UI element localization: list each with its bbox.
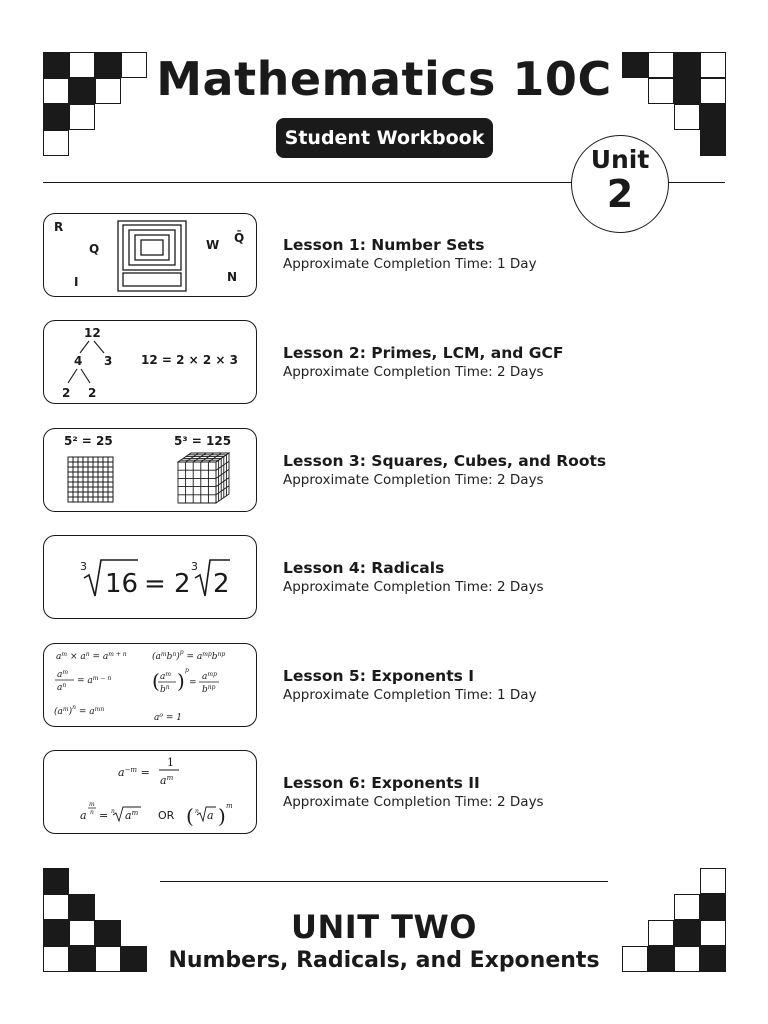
- svg-text:n: n: [195, 808, 199, 815]
- unit-subtitle: Numbers, Radicals, and Exponents: [168, 948, 600, 973]
- lesson-2-info: [283, 343, 563, 381]
- svg-text:bn: $b^n$: [160, 684, 170, 695]
- svg-text:an: $a^n$: [57, 682, 67, 693]
- factor-tree-2a: 2: [62, 386, 71, 400]
- svg-text:amp: $a^{mp}$: [202, 671, 217, 682]
- lesson-6-info: [283, 773, 544, 811]
- svg-text:am: $a^m$: [125, 809, 139, 822]
- svg-text:bnp: $b^{np}$: [202, 684, 216, 695]
- svg-text:n: n: [90, 809, 94, 816]
- or-label: OR: [158, 809, 175, 822]
- svg-text:=: =: [189, 678, 197, 688]
- svg-text:m: m: [226, 802, 233, 810]
- radical-index-1: 3: [80, 560, 87, 573]
- lesson-1-time: Approximate Completion Time: 1 Day: [283, 256, 537, 272]
- square-equation: 5² = 25: [64, 434, 113, 448]
- radicand-1: 16: [105, 569, 139, 599]
- svg-text:a−m =: $a^{-m}$ =: [118, 766, 150, 779]
- lesson-6-title: Lesson 6: Exponents II: [283, 774, 480, 792]
- svg-text:): ): [177, 669, 185, 693]
- lesson-3-title: Lesson 3: Squares, Cubes, and Roots: [283, 452, 607, 470]
- set-label-q-bar: Q̄: [234, 231, 245, 245]
- unit-badge: [571, 135, 669, 233]
- lesson-4-time: Approximate Completion Time: 2 Days: [283, 579, 544, 595]
- svg-text:am: $a^m$: [160, 774, 174, 787]
- svg-text:(: (: [186, 804, 194, 828]
- svg-text:= am − n: = $a^{m - n}$: [77, 675, 112, 686]
- lesson-5-title: Lesson 5: Exponents I: [283, 667, 475, 685]
- lesson-1-title: Lesson 1: Number Sets: [283, 236, 485, 254]
- lesson-6-time: Approximate Completion Time: 2 Days: [283, 794, 544, 810]
- svg-text:(ambn)p = ampbnp: $(a^mb^n)^p = a^{mp}b^{np}$: [152, 649, 226, 662]
- lesson-3-info: [283, 451, 606, 489]
- svg-text:am: $a^m$: [57, 669, 69, 680]
- factor-tree-2b: 2: [88, 386, 97, 400]
- svg-text:(am)n = amn: $(a^m)^n = a^{mn}$: [54, 704, 105, 717]
- svg-text:m: m: [89, 801, 95, 808]
- unit-label: Unit: [590, 145, 650, 174]
- unit-title: UNIT TWO: [291, 908, 477, 946]
- cube-grid: [178, 453, 229, 503]
- lesson-2-title: Lesson 2: Primes, LCM, and GCF: [283, 344, 564, 362]
- lesson-3-time: Approximate Completion Time: 2 Days: [283, 472, 544, 488]
- prime-factorization: 12 = 2 × 2 × 3: [141, 353, 238, 367]
- unit-number: 2: [606, 172, 634, 216]
- lesson-2-figure: [43, 320, 257, 404]
- lesson-5-info: [283, 666, 537, 704]
- set-label-w: W: [206, 238, 220, 252]
- page-title: Mathematics 10C: [156, 52, 612, 106]
- lesson-6-figure: [43, 750, 257, 834]
- svg-text:=: =: [99, 809, 109, 822]
- negative-and-rational-exponents: [80, 756, 233, 828]
- lesson-5-figure: [43, 643, 257, 727]
- footer-divider: [160, 881, 608, 882]
- svg-text:n: n: [111, 808, 115, 815]
- set-label-i: I: [74, 275, 79, 289]
- lesson-5-time: Approximate Completion Time: 1 Day: [283, 687, 537, 703]
- lesson-4-figure: [43, 535, 257, 619]
- svg-text:p: p: [185, 667, 189, 674]
- lesson-3-figure: [43, 428, 257, 512]
- nested-sets-diagram: [118, 221, 186, 291]
- set-label-n: N: [227, 270, 238, 284]
- lesson-1-figure: [43, 213, 257, 297]
- svg-text:a: a: [207, 809, 214, 822]
- zero-exponent-rule: a⁰ = 1: [154, 713, 182, 723]
- factor-tree-4: 4: [74, 354, 83, 368]
- set-label-q: Q: [89, 242, 100, 256]
- lesson-2-time: Approximate Completion Time: 2 Days: [283, 364, 544, 380]
- svg-text:am × an = am + n: $a^m \times a^n = a^{m + n}$: [56, 651, 127, 662]
- factor-tree-root: 12: [84, 326, 101, 340]
- radical-equals: = 2: [144, 569, 191, 599]
- svg-text:1: 1: [167, 756, 174, 769]
- radicand-2: 2: [213, 569, 230, 599]
- square-grid: [68, 457, 113, 502]
- svg-text:am: $a^m$: [160, 671, 172, 682]
- lesson-4-info: [283, 558, 544, 596]
- cube-equation: 5³ = 125: [174, 434, 232, 448]
- factor-tree-3: 3: [104, 354, 113, 368]
- radical-index-2: 3: [191, 560, 198, 573]
- lesson-1-info: [283, 235, 537, 273]
- lesson-4-title: Lesson 4: Radicals: [283, 559, 445, 577]
- student-workbook-badge: Student Workbook: [276, 118, 493, 158]
- svg-text:): ): [218, 804, 226, 828]
- set-label-r: R: [54, 220, 64, 234]
- svg-text:(: (: [152, 669, 160, 693]
- exponent-laws: [54, 649, 225, 717]
- svg-text:a: a: [80, 809, 87, 822]
